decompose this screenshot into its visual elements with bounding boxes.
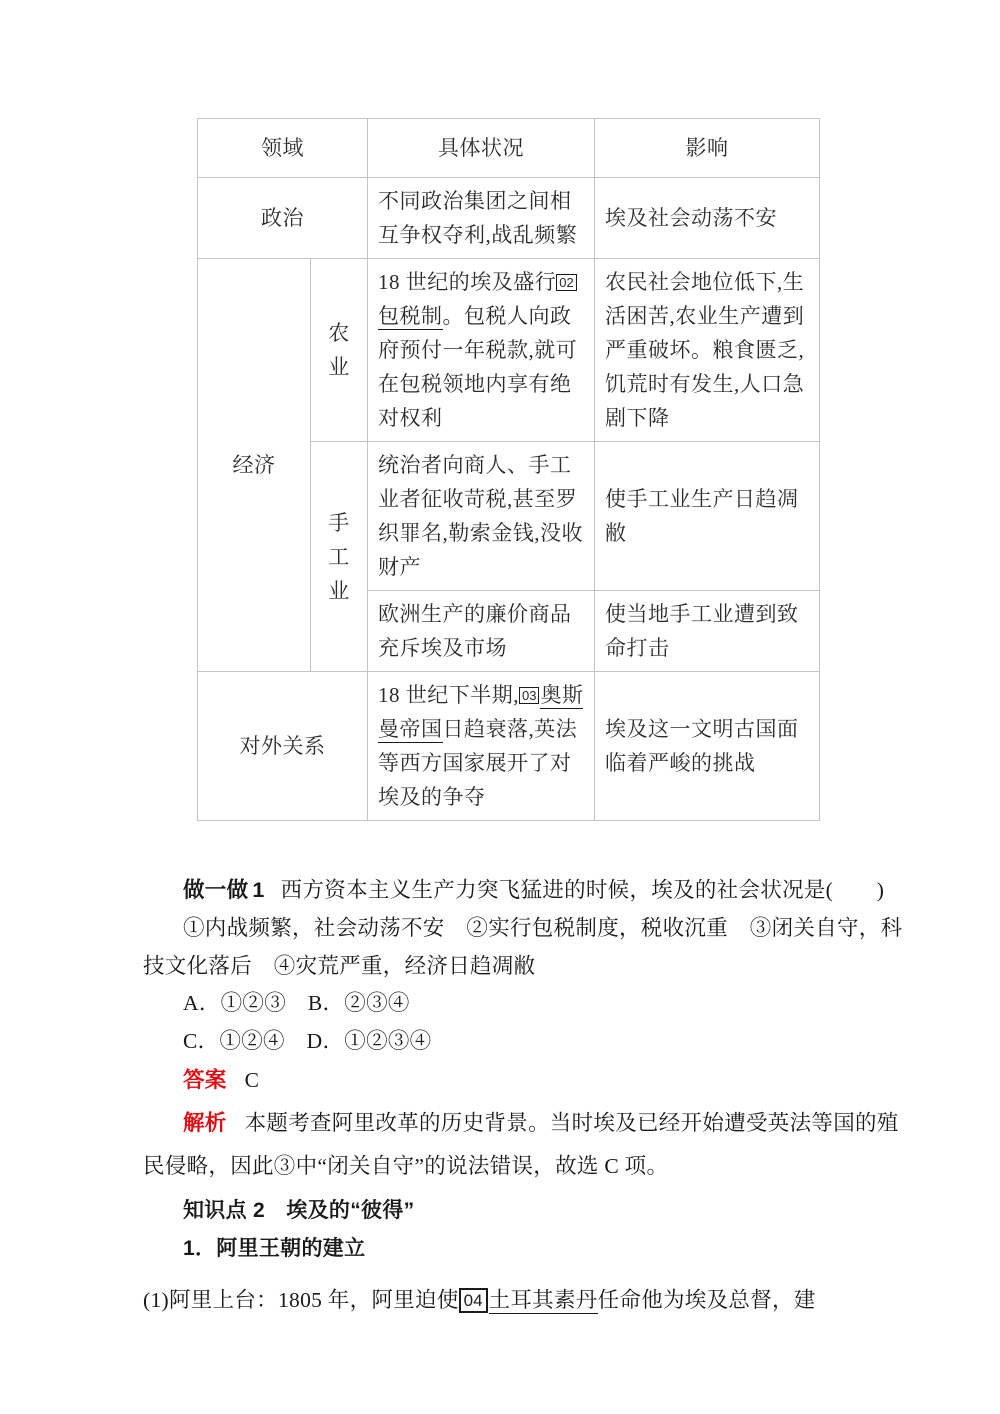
marker-04: 04 (459, 1288, 488, 1313)
cell-sub-handicraft: 手工业 (311, 442, 368, 672)
analysis-line-1 (183, 1113, 899, 1135)
cell-domain-economy: 经济 (198, 259, 311, 672)
exercise-label: 做一做 (183, 878, 249, 902)
cell-sub-agriculture: 农业 (311, 259, 368, 442)
underlined-term-turkish-sultan: 土耳其素丹 (488, 1288, 598, 1312)
header-domain: 领域 (198, 119, 368, 178)
exercise-statements-line-2: 技文化落后 ④灾荒严重，经济日趋凋敝 (143, 954, 536, 978)
answer-line (183, 1070, 259, 1092)
underlined-term-baoshuizhi: 包税制 (378, 304, 443, 329)
cell-detail-agriculture: 18 世纪的埃及盛行 02包税制。包税人向政府预付一年税款,就可在包税领地内享有绝对权利 (368, 259, 595, 442)
status-table-wrapper (197, 118, 805, 821)
header-detail: 具体状况 (368, 119, 595, 178)
analysis-text-1: 本题考查阿里改革的历史背景。当时埃及已经开始遭受英法等国的殖 (244, 1111, 899, 1135)
answer-value: C (244, 1068, 260, 1092)
underlined-term-ottoman: 奥斯曼帝国 (378, 683, 584, 742)
exercise-options-line-1: A．①②③ B．②③④ (183, 991, 410, 1015)
cell-detail-handicraft-a: 统治者向商人、手工业者征收苛税,甚至罗织罪名,勒索金钱,没收财产 (368, 442, 595, 591)
cell-effect-handicraft-b: 使当地手工业遭到致命打击 (595, 591, 820, 672)
knowledge-heading: 知识点 2 埃及的“彼得” (183, 1199, 415, 1222)
marker-03: 03 (519, 687, 539, 704)
knowledge-body-line (143, 1288, 816, 1313)
exercise-stem-line (183, 880, 884, 902)
header-effect: 影响 (595, 119, 820, 178)
table-header-row (198, 119, 820, 178)
exercise-stem: 西方资本主义生产力突飞猛进的时候，埃及的社会状况是( ) (280, 878, 885, 902)
cell-domain-foreign-relations: 对外关系 (198, 672, 368, 821)
exercise-options-line-2: C．①②④ D．①②③④ (183, 1029, 432, 1053)
cell-domain-politics: 政治 (198, 178, 368, 259)
cell-detail-politics: 不同政治集团之间相互争权夺利,战乱频繁 (368, 178, 595, 259)
cell-effect-foreign: 埃及这一文明古国面临着严峻的挑战 (595, 672, 820, 821)
marker-02: 02 (556, 274, 576, 291)
table-row (198, 178, 820, 259)
table-row (198, 259, 820, 442)
knowledge-sub-heading: 1．阿里王朝的建立 (183, 1237, 366, 1260)
cell-effect-agriculture: 农民社会地位低下,生活困苦,农业生产遭到严重破坏。粮食匮乏,饥荒时有发生,人口急剧下降 (595, 259, 820, 442)
egypt-status-table (197, 118, 820, 821)
exercise-number: 1 (252, 878, 265, 902)
cell-effect-handicraft-a: 使手工业生产日趋凋敝 (595, 442, 820, 591)
answer-label: 答案 (183, 1068, 227, 1092)
table-row (198, 672, 820, 821)
cell-detail-foreign: 18 世纪下半期, 03 奥斯曼帝国日趋衰落,英法等西方国家展开了对埃及的争夺 (368, 672, 595, 821)
analysis-label: 解析 (183, 1111, 227, 1135)
cell-effect-politics: 埃及社会动荡不安 (595, 178, 820, 259)
knowledge-body-prefix: (1)阿里上台：1805 年，阿里迫使 (143, 1288, 459, 1312)
cell-detail-handicraft-b: 欧洲生产的廉价商品充斥埃及市场 (368, 591, 595, 672)
knowledge-body-suffix: 任命他为埃及总督，建 (597, 1288, 816, 1312)
exercise-statements-line-1: ①内战频繁，社会动荡不安 ②实行包税制度，税收沉重 ③闭关自守，科 (183, 916, 903, 940)
analysis-line-2: 民侵略，因此③中“闭关自守”的说法错误，故选 C 项。 (143, 1154, 669, 1178)
